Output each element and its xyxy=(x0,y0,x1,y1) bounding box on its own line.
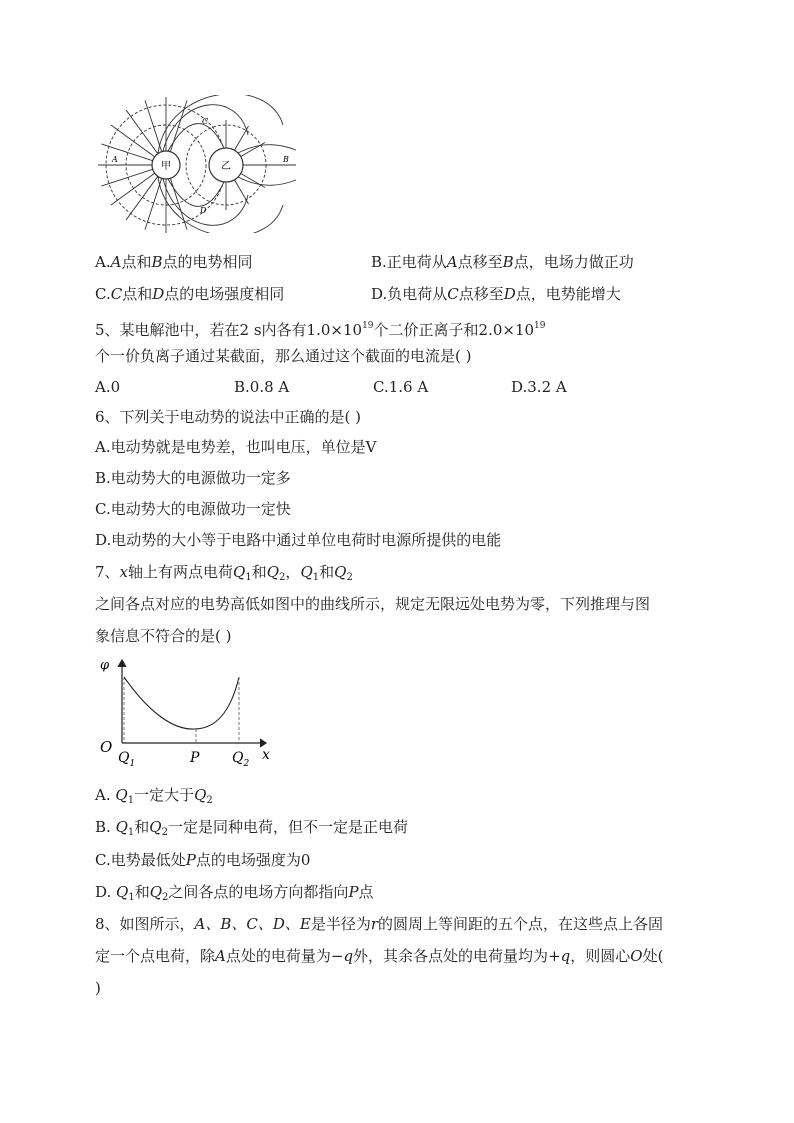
q8-stem-line3: ) xyxy=(95,979,101,997)
q6-option-d: D.电动势的大小等于电路中通过单位电荷时电源所提供的电能 xyxy=(95,531,502,549)
q7-stem-line3: 象信息不符合的是( ) xyxy=(95,627,232,645)
potential-graph xyxy=(92,655,282,770)
label-point-B: B xyxy=(283,155,289,164)
potential-curve xyxy=(124,677,239,729)
label-point-A: A xyxy=(112,155,118,164)
x-axis-arrow-icon xyxy=(260,739,266,747)
field-lines-figure xyxy=(98,95,298,233)
q5-option-c: C.1.6 A xyxy=(373,378,429,396)
field-line xyxy=(101,169,152,186)
label-jia: 甲 xyxy=(161,161,171,172)
label-x: x xyxy=(262,747,270,763)
label-p: P xyxy=(190,750,200,766)
q7-stem-line2: 之间各点对应的电势高低如图中的曲线所示，规定无限远处电势为零，下列推理与图 xyxy=(95,595,651,613)
q6-option-c: C.电动势大的电源做功一定快 xyxy=(95,500,291,518)
q7-stem-line1: 7、x轴上有两点电荷$Q_1$和$Q_2$，$Q_1$和$Q_2$ xyxy=(95,563,353,583)
q5-option-a: A.0 xyxy=(95,378,121,396)
q5-stem-line2: 个一价负离子通过某截面，那么通过这个截面的电流是( ) xyxy=(95,347,472,365)
q7-option-c: C.电势最低处P点的电场强度为0 xyxy=(95,851,311,869)
q6-option-b: B.电动势大的电源做功一定多 xyxy=(95,469,291,487)
q5-stem-line1: 5、某电解池中，若在2 s内各有$1.0\times 10^{19}$个二价正离子和$2.0\times 10^{19}$ xyxy=(95,321,546,339)
field-line xyxy=(241,143,265,157)
q7-option-b: B. $Q_1$和$Q_2$一定是同种电荷，但不一定是正电荷 xyxy=(95,818,408,838)
field-line xyxy=(145,178,162,229)
q5-option-d: D.3.2 A xyxy=(511,378,567,396)
q4-option-b: B.正电荷从A点移至B点，电场力做正功 xyxy=(371,253,634,271)
q8-stem-line2: 定一个点电荷，除A点处的电荷量为−q外，其余各点处的电荷量均为+q，则圆心O处( xyxy=(95,947,664,965)
field-line xyxy=(241,174,265,188)
label-point-C: C xyxy=(202,117,209,126)
label-phi: φ xyxy=(100,658,110,673)
q4-option-d: D.负电荷从C点移至D点，电势能增大 xyxy=(371,285,621,303)
q6-option-a: A.电动势就是电势差，也叫电压，单位是V xyxy=(95,438,377,456)
q4-option-c: C.C点和D点的电场强度相同 xyxy=(95,285,285,303)
q8-stem-line1: 8、如图所示，A、B、C、D、E是半径为r的圆周上等间距的五个点，在这些点上各固 xyxy=(95,915,664,933)
q7-option-d: D. $Q_1$和$Q_2$之间各点的电场方向都指向P点 xyxy=(95,883,374,903)
label-point-D: D xyxy=(200,206,207,215)
q5-option-b: B.0.8 A xyxy=(234,378,290,396)
q4-option-a: A.A点和B点的电势相同 xyxy=(95,253,253,271)
label-origin: O xyxy=(100,738,113,756)
q6-stem: 6、下列关于电动势的说法中正确的是( ) xyxy=(95,408,362,426)
q7-option-a: A. $Q_1$一定大于$Q_2$ xyxy=(95,786,213,806)
y-axis-arrow-icon xyxy=(118,660,126,667)
label-yi: 乙 xyxy=(221,161,231,172)
label-q1: $Q_1$ xyxy=(118,750,136,769)
label-q2: $Q_2$ xyxy=(232,750,250,769)
